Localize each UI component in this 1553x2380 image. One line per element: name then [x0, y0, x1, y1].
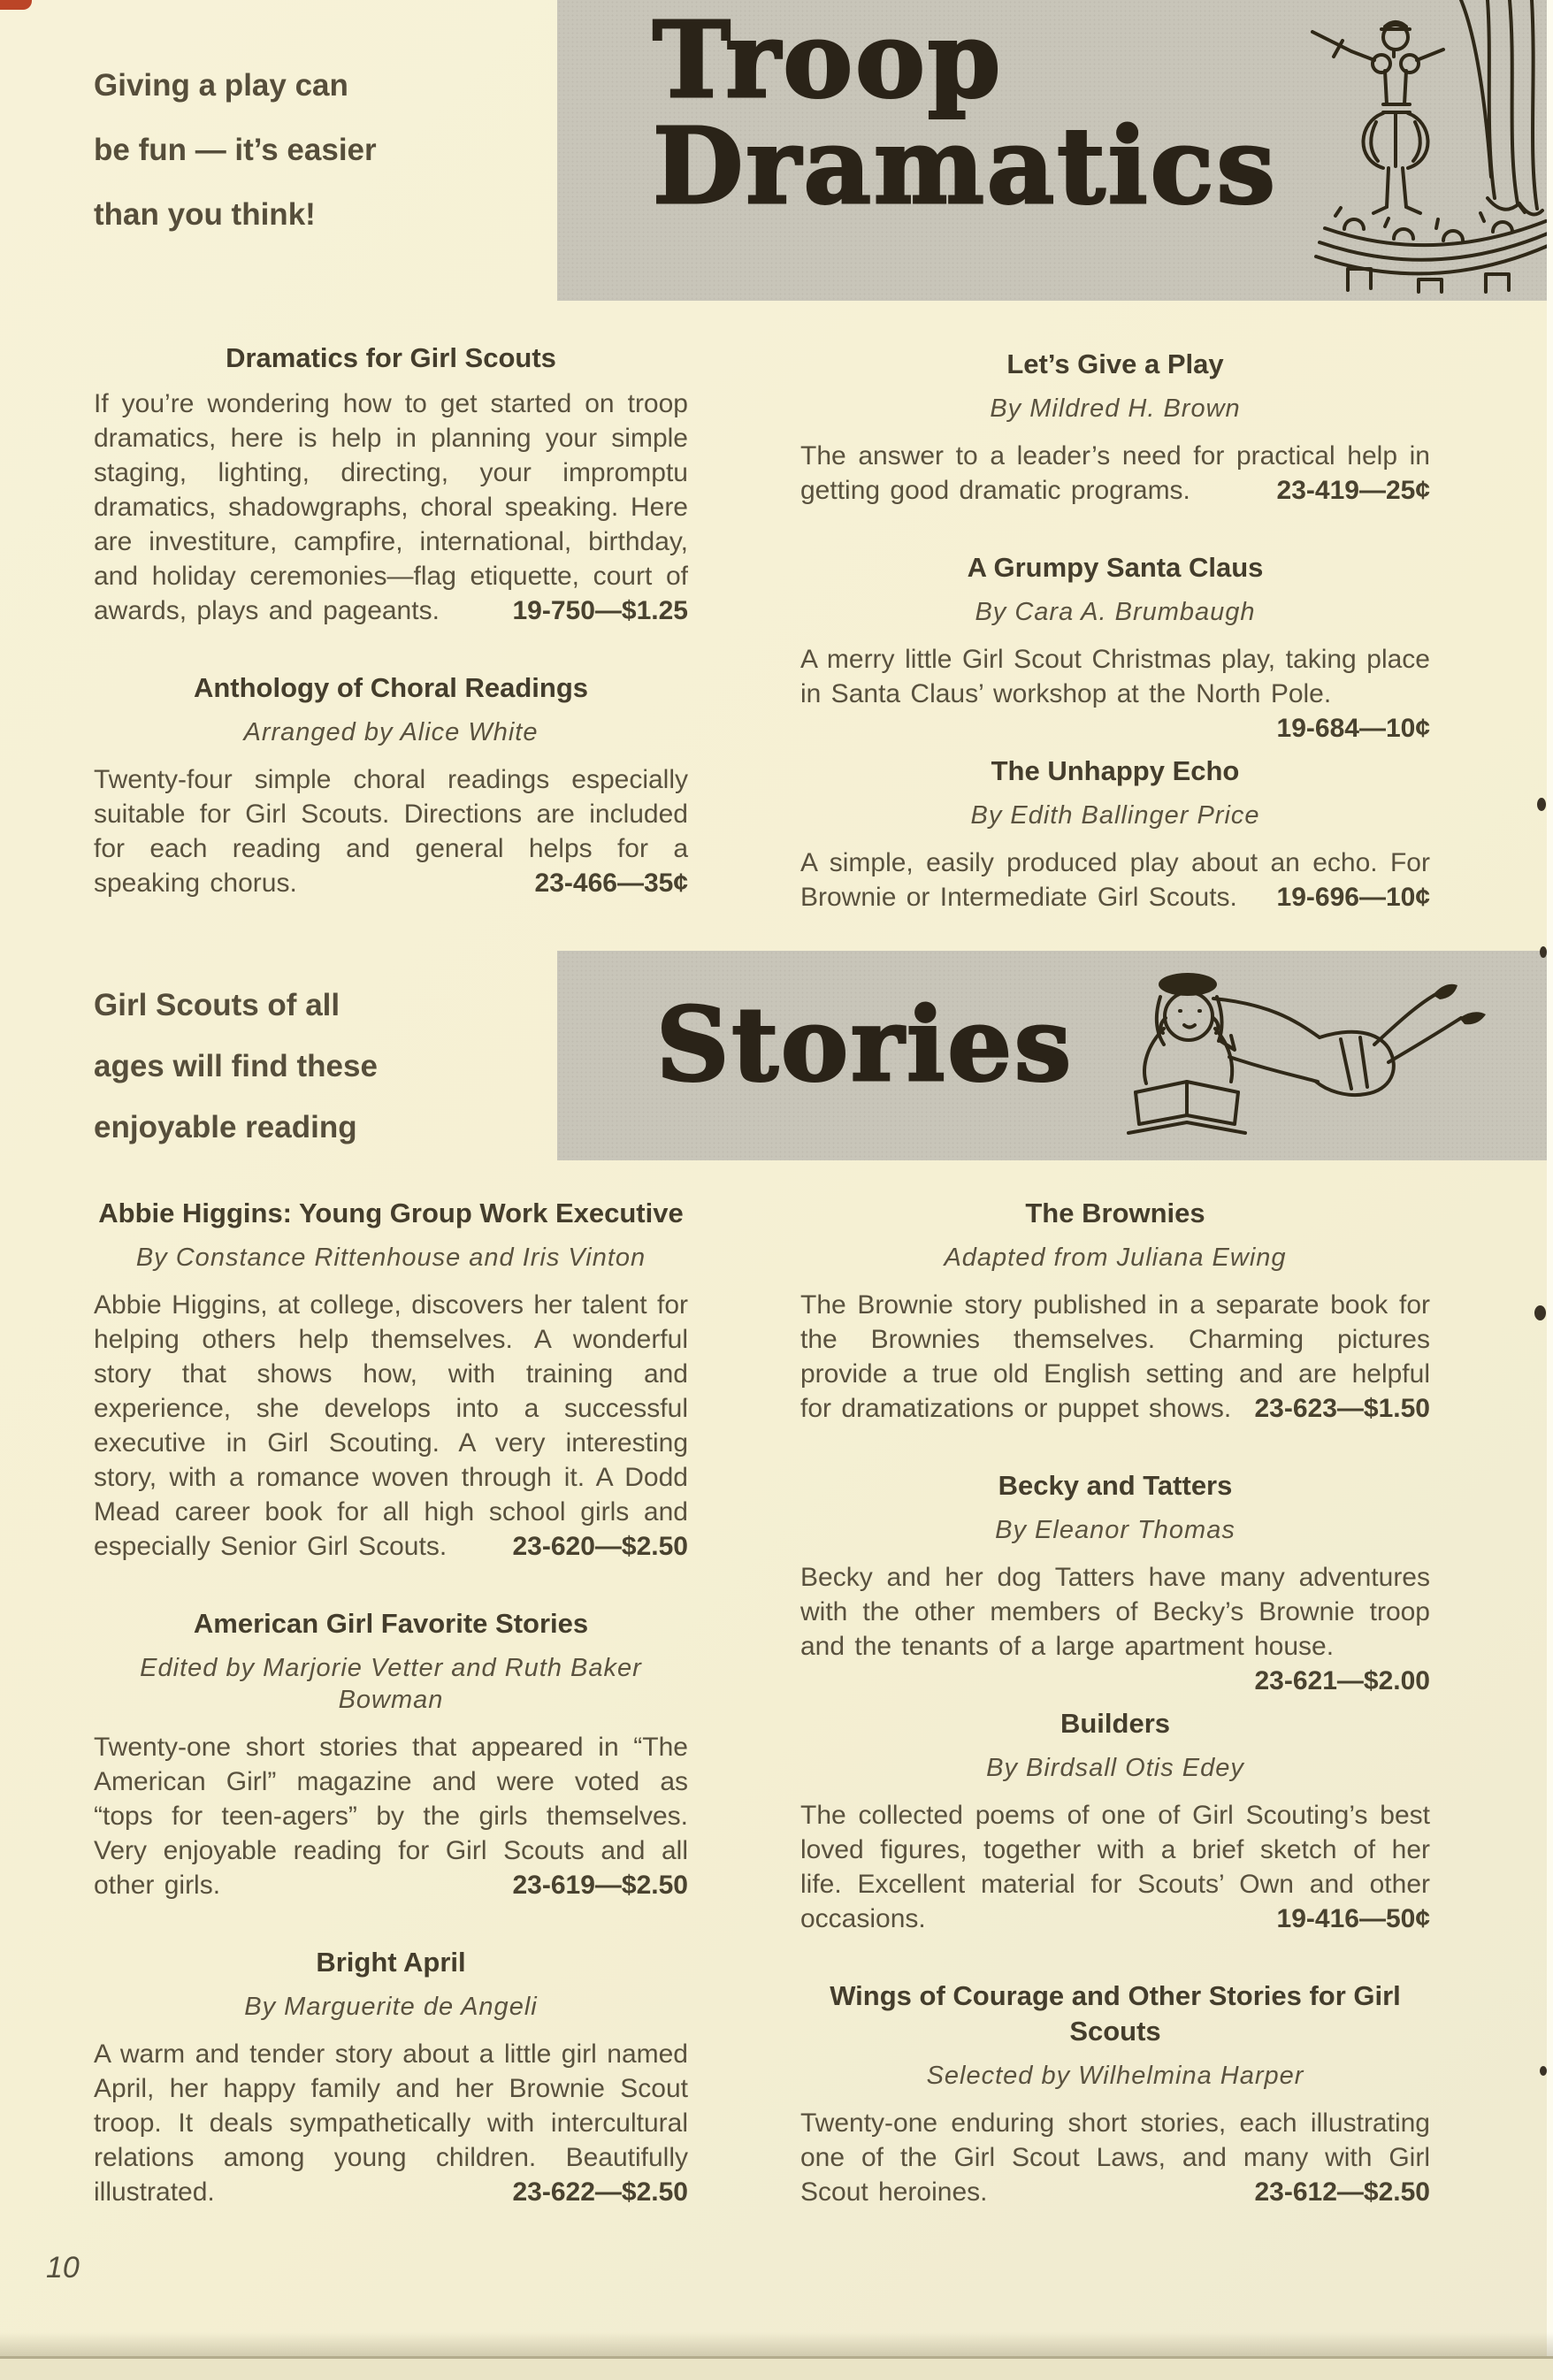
book-description	[94, 1288, 688, 1564]
catalog-code-price: 23-622—$2.50	[512, 2177, 688, 2207]
book-byline: By Mildred H. Brown	[990, 394, 1241, 423]
book-byline: Arranged by Alice White	[243, 718, 539, 746]
catalog-code-price: 23-612—$2.50	[1254, 2177, 1430, 2207]
dramatics-right-column	[800, 347, 1430, 915]
book-description	[800, 1288, 1430, 1426]
catalog-code-price: 23-621—$2.00	[1254, 1666, 1430, 1695]
book-description-text: A warm and tender story about a little girl named April, her happy family and her Brownie Scout troop. It deals sympathetically with intercultural relations among young children. Beautifully illustrated.	[94, 2039, 688, 2207]
book-description	[800, 439, 1430, 508]
book-description-text: A merry little Girl Scout Christmas play, taking place in Santa Claus’ workshop at the North Pole.	[800, 645, 1430, 708]
book-title: Dramatics for Girl Scouts	[226, 342, 556, 373]
scan-speck	[1537, 798, 1546, 811]
intro-line: Giving a play can	[94, 68, 348, 103]
stories-right-column	[800, 1196, 1430, 2209]
book-description-text: A simple, easily produced play about an echo. For Brownie or Intermediate Girl Scouts.	[800, 848, 1430, 912]
book-description	[800, 846, 1430, 915]
book-entry	[94, 341, 688, 628]
book-description-text: Twenty-one short stories that appeared in “The American Girl” magazine and were voted as “tops for teen-agers” by the girls themselves. Very enjoyable reading for Girl Scouts and all other girls.	[94, 1733, 688, 1900]
book-title: Anthology of Choral Readings	[193, 672, 589, 703]
book-description-text: The Brownie story published in a separate book for the Brownies themselves. Charming pictures provide a true old English setting and are helpful for dramatizations or puppet shows.	[800, 1290, 1430, 1423]
book-description	[94, 762, 688, 900]
intro-line: ages will find these	[94, 1049, 378, 1083]
stories-intro-text	[94, 975, 518, 1158]
book-title: American Girl Favorite Stories	[193, 1608, 589, 1639]
book-title: Let’s Give a Play	[1006, 348, 1224, 379]
book-description-text: Twenty-one enduring short stories, each illustrating one of the Girl Scout Laws, and many with Girl Scout heroines.	[800, 2108, 1430, 2207]
book-entry	[800, 1706, 1430, 1936]
page-bottom-edge	[0, 2356, 1553, 2380]
book-entry	[800, 754, 1430, 915]
book-title: Abbie Higgins: Young Group Work Executive	[98, 1198, 684, 1228]
scan-speck	[1534, 1305, 1546, 1320]
book-byline: Selected by Wilhelmina Harper	[926, 2062, 1304, 2090]
stories-banner	[557, 951, 1553, 1160]
catalog-code-price: 19-684—10¢	[1276, 714, 1430, 743]
book-description	[800, 642, 1430, 743]
actor-on-stage-illustration	[1220, 0, 1549, 294]
book-byline: Adapted from Juliana Ewing	[944, 1244, 1287, 1272]
stories-left-column	[94, 1196, 688, 2209]
catalog-code-price: 23-620—$2.50	[512, 1532, 688, 1561]
book-description	[94, 2037, 688, 2209]
girl-reading-illustration	[1054, 958, 1514, 1151]
book-description-text: Twenty-four simple choral readings especially suitable for Girl Scouts. Directions are included for each reading and general helps for a speaking chorus.	[94, 765, 688, 898]
book-description-text: The answer to a leader’s need for practical help in getting good dramatic programs.	[800, 441, 1430, 505]
book-entry	[800, 347, 1430, 508]
book-description-text: If you’re wondering how to get started on troop dramatics, here is help in planning your simple staging, lighting, directing, your impromptu dramatics, shadowgraphs, choral speaking. Here are investiture, campfire, international, birthday, and holiday ceremonies—flag etiquette, court of awards, plays and pageants.	[94, 389, 688, 625]
book-entry	[94, 670, 688, 900]
book-entry	[94, 1945, 688, 2209]
catalog-code-price: 23-619—$2.50	[512, 1871, 688, 1900]
book-title: Wings of Courage and Other Stories for Girl Scouts	[830, 1980, 1401, 2047]
book-entry	[94, 1606, 688, 1902]
intro-line: than you think!	[94, 197, 316, 232]
catalog-code-price: 19-696—10¢	[1276, 883, 1430, 912]
intro-line: enjoyable reading	[94, 1110, 357, 1144]
book-title: The Unhappy Echo	[991, 755, 1240, 786]
book-description	[800, 2106, 1430, 2209]
catalog-code-price: 19-750—$1.25	[512, 596, 688, 625]
book-byline: By Edith Ballinger Price	[970, 801, 1260, 830]
book-entry	[800, 550, 1430, 743]
book-description	[94, 1730, 688, 1902]
book-description-text: The collected poems of one of Girl Scouting’s best loved figures, together with a brief sketch of her life. Excellent material for Scouts’ Own and other occasions.	[800, 1801, 1430, 1933]
page-number: 10	[46, 2251, 80, 2284]
scan-speck	[1540, 946, 1547, 958]
section-title-troop-dramatics	[653, 0, 1278, 227]
book-title: Builders	[1060, 1708, 1171, 1739]
book-byline: By Constance Rittenhouse and Iris Vinton	[135, 1244, 646, 1272]
book-entry	[800, 1196, 1430, 1426]
book-byline: By Birdsall Otis Edey	[986, 1754, 1244, 1782]
intro-line: Girl Scouts of all	[94, 988, 340, 1022]
banner-title-line: Dramatics	[653, 104, 1278, 227]
book-entry	[800, 1468, 1430, 1695]
dramatics-left-column	[94, 341, 688, 900]
scan-speck	[1540, 2066, 1547, 2076]
page-bottom-shadow	[0, 2332, 1553, 2359]
book-entry	[800, 1978, 1430, 2209]
intro-line: be fun — it’s easier	[94, 133, 377, 167]
banner-title-line: Troop	[653, 0, 1004, 121]
catalog-code-price: 23-466—35¢	[534, 869, 688, 898]
scan-corner-mark	[0, 0, 32, 10]
book-title: A Grumpy Santa Claus	[967, 552, 1264, 583]
book-byline: By Eleanor Thomas	[995, 1516, 1236, 1544]
troop-dramatics-banner	[557, 0, 1553, 301]
section-title-stories: Stories	[656, 985, 1075, 1104]
book-description	[800, 1798, 1430, 1936]
book-description-text: Abbie Higgins, at college, discovers her talent for helping others help themselves. A wonderful story that shows how, with training and experience, she develops into a successful executive in Girl Scouting. A very interesting story, with a romance woven through it. A Dodd Mead career book for all high school girls and especially Senior Girl Scouts.	[94, 1290, 688, 1561]
dramatics-intro-text	[94, 53, 518, 247]
catalog-code-price: 23-623—$1.50	[1254, 1394, 1430, 1423]
book-title: The Brownies	[1025, 1198, 1205, 1228]
book-title: Bright April	[316, 1947, 466, 1978]
book-description	[94, 386, 688, 628]
book-entry	[94, 1196, 688, 1564]
catalog-code-price: 23-419—25¢	[1276, 476, 1430, 505]
book-byline: Edited by Marjorie Vetter and Ruth Baker Bowman	[140, 1654, 642, 1714]
page-edge	[1547, 0, 1553, 2380]
book-title: Becky and Tatters	[998, 1470, 1233, 1501]
book-byline: By Marguerite de Angeli	[244, 1993, 538, 2021]
catalog-code-price: 19-416—50¢	[1276, 1904, 1430, 1933]
book-description	[800, 1560, 1430, 1695]
book-description-text: Becky and her dog Tatters have many adventures with the other members of Becky’s Brownie troop and the tenants of a large apartment house.	[800, 1563, 1430, 1661]
book-byline: By Cara A. Brumbaugh	[975, 598, 1256, 626]
